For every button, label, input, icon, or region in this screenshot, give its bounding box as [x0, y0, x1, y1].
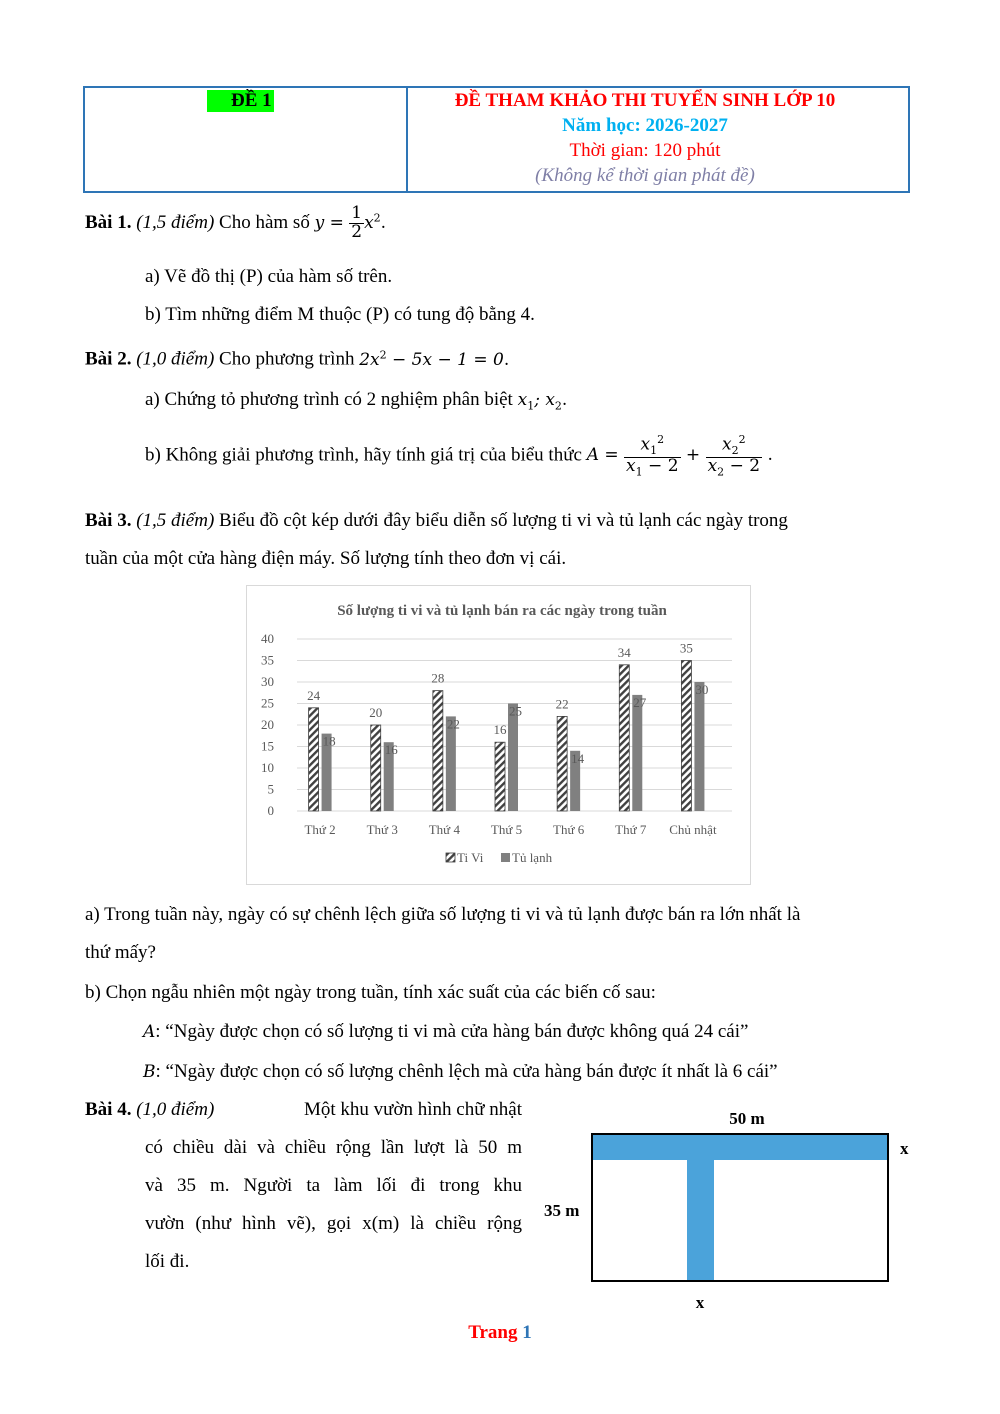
label-x-right: x — [900, 1139, 909, 1158]
exam-time: Thời gian: 120 phút — [569, 140, 721, 161]
bai3-question: Bài 3. (1,5 điểm) Biểu đồ cột kép dưới đây biểu diễn số lượng ti vi và tủ lạnh các ngày trong — [85, 510, 788, 531]
x-tick-label: Thứ 7 — [615, 822, 647, 837]
y-tick-label: 40 — [261, 631, 274, 646]
bai4-line3: và 35 m. Người ta làm lối đi trong khu — [145, 1175, 522, 1196]
chart-title: Số lượng ti vi và tủ lạnh bán ra các ngày trong tuần — [337, 603, 667, 619]
bai2-roots: $x_1$; $x_2$. — [517, 390, 568, 413]
bai4-question: Bài 4. (1,0 điểm) Một khu vườn hình chữ nhật — [85, 1099, 522, 1120]
data-label-tivi: 20 — [369, 705, 383, 720]
legend-swatch-tivi — [446, 853, 455, 862]
legend-label-tivi: Ti Vi — [457, 850, 484, 865]
bai4-line5: lối đi. — [145, 1251, 190, 1272]
data-label-tivi: 35 — [679, 640, 693, 656]
data-label-tulanh: 27 — [633, 694, 647, 710]
bai2-frac1: $\frac{x_1^2}{x_1 - 2}$ — [626, 433, 679, 478]
bai4-line4: vườn (như hình vẽ), gọi x(m) là chiều rộng — [145, 1213, 522, 1234]
bai4-label: Bài 4. — [85, 1099, 132, 1120]
page-footer — [0, 1322, 1000, 1344]
bai1-points: (1,5 điểm) — [136, 211, 215, 233]
y-tick-label: 25 — [261, 695, 274, 711]
bai2-frac2: $\frac{x_2^2}{x_2 - 2}$ — [707, 433, 761, 478]
data-label-tivi: 22 — [555, 696, 569, 712]
page-number: 1 — [522, 1322, 532, 1343]
bai1-intro: Cho hàm số — [219, 211, 310, 233]
bai4-points: (1,0 điểm) — [136, 1099, 215, 1120]
x-tick-label: Chủ nhật — [669, 822, 717, 837]
data-label-tulanh: 18 — [322, 733, 336, 749]
bai1-question — [85, 205, 386, 242]
bai2-question — [85, 348, 509, 371]
vertical-path — [687, 1160, 714, 1280]
bai3-event-b: B: “Ngày được chọn có số lượng chênh lệch mà cửa hàng bán được ít nhất là 6 cái” — [143, 1061, 778, 1082]
bai2-points: (1,0 điểm) — [136, 348, 215, 370]
x-tick-label: Thứ 4 — [428, 822, 460, 837]
data-label-tivi: 24 — [307, 687, 321, 703]
data-label-tulanh: 16 — [384, 742, 398, 758]
bar-tulanh — [508, 704, 518, 812]
bai3-part-b: b) Chọn ngẫu nhiên một ngày trong tuần, tính xác suất của các biến cố sau: — [85, 982, 656, 1003]
data-label-tivi: 16 — [493, 722, 507, 738]
bar-tivi — [433, 691, 443, 811]
bai2-intro: Cho phương trình — [219, 348, 355, 370]
data-label-tulanh: 22 — [446, 716, 460, 732]
school-year: Năm học: 2026-2027 — [562, 115, 728, 136]
data-label-tulanh: 30 — [695, 682, 709, 697]
exam-title: ĐỀ THAM KHẢO THI TUYỂN SINH LỚP 10 — [454, 90, 836, 111]
data-label-tulanh: 14 — [571, 750, 585, 766]
label-width: 35 m — [544, 1201, 580, 1220]
page-word: Trang — [468, 1322, 518, 1343]
bai2-equation: $2x^2 - 5x - 1 = 0$. — [359, 348, 510, 370]
data-label-tivi: 28 — [431, 670, 445, 686]
chart-frame — [246, 585, 751, 885]
bai2-label: Bài 2. — [85, 348, 132, 370]
bar-tivi — [371, 725, 381, 811]
bai2-part-b: b) Không giải phương trình, hãy tính giá trị của biểu thức A = $\frac{x_1^2}{x_1 - 2}$ + $\frac{x_2^2}{x_2 - 2}$ . — [145, 433, 773, 478]
x-tick-label: Thứ 6 — [553, 822, 585, 837]
bai1-part-a: a) Vẽ đồ thị (P) của hàm số trên. — [145, 266, 393, 287]
x-tick-label: Thứ 5 — [490, 822, 523, 837]
label-x-bottom: x — [695, 1293, 705, 1312]
y-tick-label: 0 — [267, 803, 274, 818]
bar-tivi — [681, 661, 691, 812]
bai4-line2: có chiều dài và chiều rộng lần lượt là 50 m — [145, 1137, 522, 1158]
bai3-points: (1,5 điểm) — [136, 510, 215, 531]
y-tick-label: 5 — [267, 781, 274, 797]
bar-chart — [247, 586, 750, 884]
y-tick-label: 10 — [261, 760, 274, 775]
x-tick-label: Thứ 2 — [304, 822, 336, 837]
header-divider — [406, 88, 408, 191]
garden-figure — [530, 1100, 930, 1320]
bai1-part-b: b) Tìm những điểm M thuộc (P) có tung độ bằng 4. — [145, 304, 535, 325]
bar-tivi — [557, 716, 567, 811]
bai1-fraction: $\frac{1}{2}$ — [351, 203, 363, 242]
bar-tulanh — [632, 695, 642, 811]
exam-number-label: ĐỀ 1 — [207, 90, 274, 112]
bai3-part-a-line1: a) Trong tuần này, ngày có sự chênh lệch giữa số lượng ti vi và tủ lạnh được bán ra lớn nhất là — [85, 904, 801, 925]
bai3-event-a: A: “Ngày được chọn có số lượng ti vi mà cửa hàng bán được không quá 24 cái” — [143, 1021, 749, 1042]
bai3-part-a-line2: thứ mấy? — [85, 942, 156, 963]
bai1-formula: y = $\frac{1}{2}$ $x^2$. — [314, 203, 387, 242]
bai2-part-a: a) Chứng tỏ phương trình có 2 nghiệm phân biệt $x_1$; $x_2$. — [145, 389, 568, 413]
data-label-tivi: 34 — [617, 644, 631, 660]
exam-time-note: (Không kể thời gian phát đề) — [535, 165, 755, 186]
bai1-label: Bài 1. — [85, 211, 132, 233]
bai3-label: Bài 3. — [85, 510, 132, 531]
horizontal-path — [593, 1135, 887, 1160]
label-length: 50 m — [729, 1109, 765, 1128]
x-tick-label: Thứ 3 — [366, 822, 398, 837]
legend-swatch-tulanh — [501, 853, 510, 862]
y-tick-label: 30 — [261, 674, 274, 689]
bar-tulanh — [694, 682, 704, 811]
bar-tivi — [309, 708, 319, 811]
legend-label-tulanh: Tủ lạnh — [512, 850, 553, 865]
bai2-expression: A = $\frac{x_1^2}{x_1 - 2}$ + $\frac{x_2^2}{x_2 - 2}$ . — [586, 433, 773, 478]
bai3-line2: tuần của một cửa hàng điện máy. Số lượng tính theo đơn vị cái. — [85, 548, 567, 569]
bar-tivi — [619, 665, 629, 811]
bar-tivi — [495, 742, 505, 811]
y-tick-label: 20 — [261, 717, 274, 732]
y-tick-label: 15 — [261, 738, 274, 754]
data-label-tulanh: 25 — [509, 703, 522, 719]
y-tick-label: 35 — [261, 652, 274, 668]
